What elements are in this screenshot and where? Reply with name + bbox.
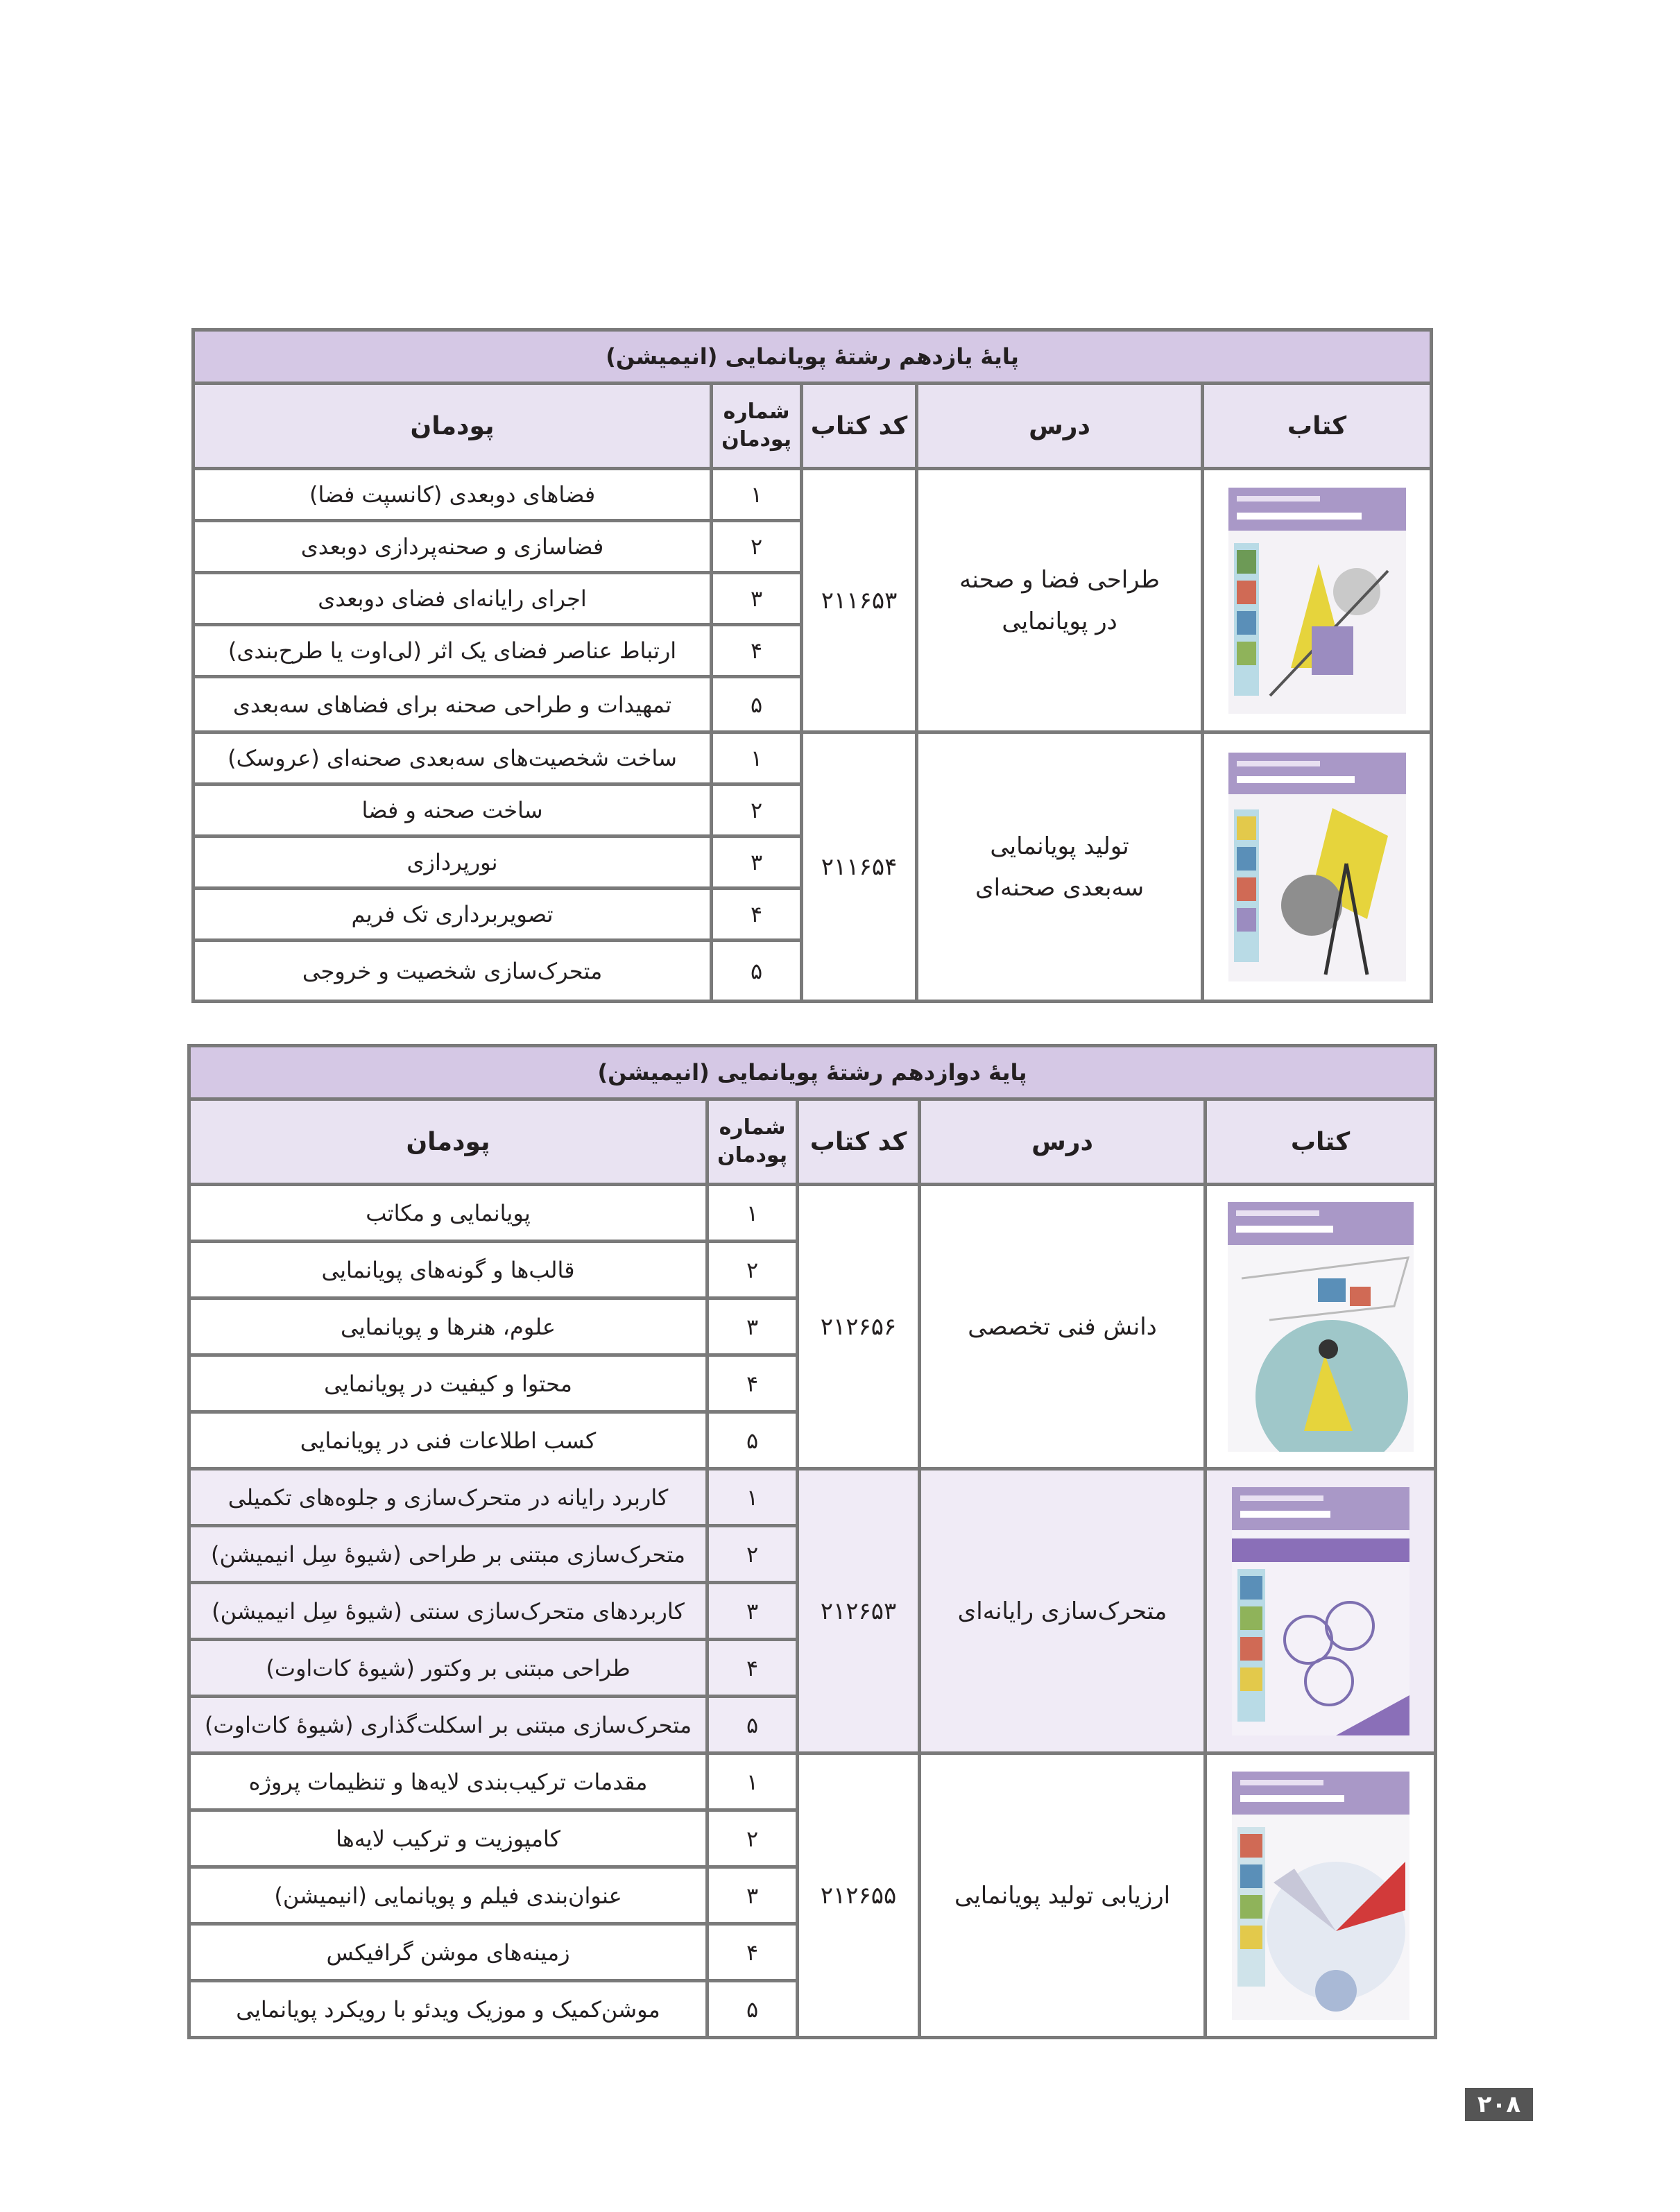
module-name: ساخت صحنه و فضا xyxy=(194,785,712,837)
book-cover-cell xyxy=(1203,732,1432,1002)
module-number: ۲ xyxy=(708,1242,798,1298)
module-number: ۲ xyxy=(712,521,802,573)
book-cover-cell xyxy=(1203,469,1432,732)
module-number: ۳ xyxy=(708,1298,798,1355)
header-code: کد کتاب xyxy=(802,384,917,469)
header-module: پودمان xyxy=(194,384,712,469)
course-name: طراحی فضا و صحنه در پویانمایی xyxy=(917,469,1203,732)
module-number: ۲ xyxy=(708,1526,798,1583)
module-name: کاربرد رایانه در متحرک‌سازی و جلوه‌های تکمیلی xyxy=(189,1469,708,1526)
module-number: ۴ xyxy=(708,1355,798,1412)
module-name: کاربردهای متحرک‌سازی سنتی (شیوهٔ سِل انیمیشن) xyxy=(189,1583,708,1640)
module-name: ساخت شخصیت‌های سه‌بعدی صحنه‌ای (عروسک) xyxy=(194,732,712,785)
table-title: پایهٔ دوازدهم رشتهٔ پویانمایی (انیمیشن) xyxy=(189,1046,1436,1099)
module-number: ۱ xyxy=(708,1185,798,1242)
book-code: ۲۱۱۶۵۳ xyxy=(802,469,917,732)
header-course: درس xyxy=(917,384,1203,469)
module-number: ۱ xyxy=(712,732,802,785)
module-name: محتوا و کیفیت در پویانمایی xyxy=(189,1355,708,1412)
module-name: تصویربرداری تک فریم xyxy=(194,889,712,941)
module-name: عنوان‌بندی فیلم و پویانمایی (انیمیشن) xyxy=(189,1867,708,1924)
book-cover-image xyxy=(1228,1202,1414,1452)
module-name: نورپردازی xyxy=(194,837,712,889)
module-number: ۵ xyxy=(708,1981,798,2038)
header-course: درس xyxy=(920,1099,1206,1185)
book-code: ۲۱۲۶۵۳ xyxy=(798,1469,920,1754)
module-name: متحرک‌سازی مبتنی بر اسکلت‌گذاری (شیوهٔ کات‌اوت) xyxy=(189,1697,708,1754)
module-number: ۳ xyxy=(708,1867,798,1924)
page-number: ۲۰۸ xyxy=(1465,2088,1533,2121)
module-number: ۱ xyxy=(712,469,802,521)
course-name: دانش فنی تخصصی xyxy=(920,1185,1206,1469)
module-name: مقدمات ترکیب‌بندی لایه‌ها و تنظیمات پروژه xyxy=(189,1754,708,1810)
book-cover-cell xyxy=(1206,1469,1436,1754)
grade11-table xyxy=(191,328,1433,1003)
grade12-table xyxy=(187,1044,1437,2039)
course-name: ارزیابی تولید پویانمایی xyxy=(920,1754,1206,2038)
module-name: کسب اطلاعات فنی در پویانمایی xyxy=(189,1412,708,1469)
module-name: طراحی مبتنی بر وکتور (شیوهٔ کات‌اوت) xyxy=(189,1640,708,1697)
module-number: ۴ xyxy=(708,1640,798,1697)
book-code: ۲۱۲۶۵۵ xyxy=(798,1754,920,2038)
module-name: قالب‌ها و گونه‌های پویانمایی xyxy=(189,1242,708,1298)
header-book: کتاب xyxy=(1203,384,1432,469)
book-cover-cell xyxy=(1206,1754,1436,2038)
module-name: متحرک‌سازی مبتنی بر طراحی (شیوهٔ سِل انیمیشن) xyxy=(189,1526,708,1583)
book-cover-cell xyxy=(1206,1185,1436,1469)
module-name: زمینه‌های موشن گرافیکس xyxy=(189,1924,708,1981)
module-number: ۲ xyxy=(708,1810,798,1867)
module-number: ۵ xyxy=(712,677,802,732)
module-number: ۵ xyxy=(708,1697,798,1754)
header-module-number: شماره پودمان xyxy=(712,384,802,469)
module-number: ۱ xyxy=(708,1754,798,1810)
table-title: پایهٔ یازدهم رشتهٔ پویانمایی (انیمیشن) xyxy=(194,330,1432,384)
module-number: ۵ xyxy=(708,1412,798,1469)
book-code: ۲۱۱۶۵۴ xyxy=(802,732,917,1002)
module-number: ۴ xyxy=(712,889,802,941)
book-cover-image xyxy=(1232,1487,1409,1735)
module-name: تمهیدات و طراحی صحنه برای فضاهای سه‌بعدی xyxy=(194,677,712,732)
module-name: اجرای رایانه‌ای فضای دوبعدی xyxy=(194,573,712,625)
module-number: ۳ xyxy=(708,1583,798,1640)
module-number: ۲ xyxy=(712,785,802,837)
module-number: ۴ xyxy=(712,625,802,677)
module-number: ۵ xyxy=(712,941,802,1002)
module-number: ۱ xyxy=(708,1469,798,1526)
book-cover-image xyxy=(1228,753,1406,981)
header-code: کد کتاب xyxy=(798,1099,920,1185)
module-number: ۴ xyxy=(708,1924,798,1981)
book-cover-image xyxy=(1232,1772,1409,2020)
book-cover-image xyxy=(1228,488,1406,714)
module-name: ارتباط عناصر فضای یک اثر (لی‌اوت یا طرح‌بندی) xyxy=(194,625,712,677)
book-code: ۲۱۲۶۵۶ xyxy=(798,1185,920,1469)
header-module-number: شماره پودمان xyxy=(708,1099,798,1185)
module-name: پویانمایی و مکاتب xyxy=(189,1185,708,1242)
course-name: متحرک‌سازی رایانه‌ای xyxy=(920,1469,1206,1754)
module-name: علوم، هنرها و پویانمایی xyxy=(189,1298,708,1355)
module-number: ۳ xyxy=(712,573,802,625)
course-name: تولید پویانمایی سه‌بعدی صحنه‌ای xyxy=(917,732,1203,1002)
module-name: موشن‌کمیک و موزیک ویدئو با رویکرد پویانمایی xyxy=(189,1981,708,2038)
module-number: ۳ xyxy=(712,837,802,889)
module-name: فضاسازی و صحنه‌پردازی دوبعدی xyxy=(194,521,712,573)
header-module: پودمان xyxy=(189,1099,708,1185)
module-name: متحرک‌سازی شخصیت و خروجی xyxy=(194,941,712,1002)
module-name: فضاهای دوبعدی (کانسپت فضا) xyxy=(194,469,712,521)
header-book: کتاب xyxy=(1206,1099,1436,1185)
module-name: کامپوزیت و ترکیب لایه‌ها xyxy=(189,1810,708,1867)
